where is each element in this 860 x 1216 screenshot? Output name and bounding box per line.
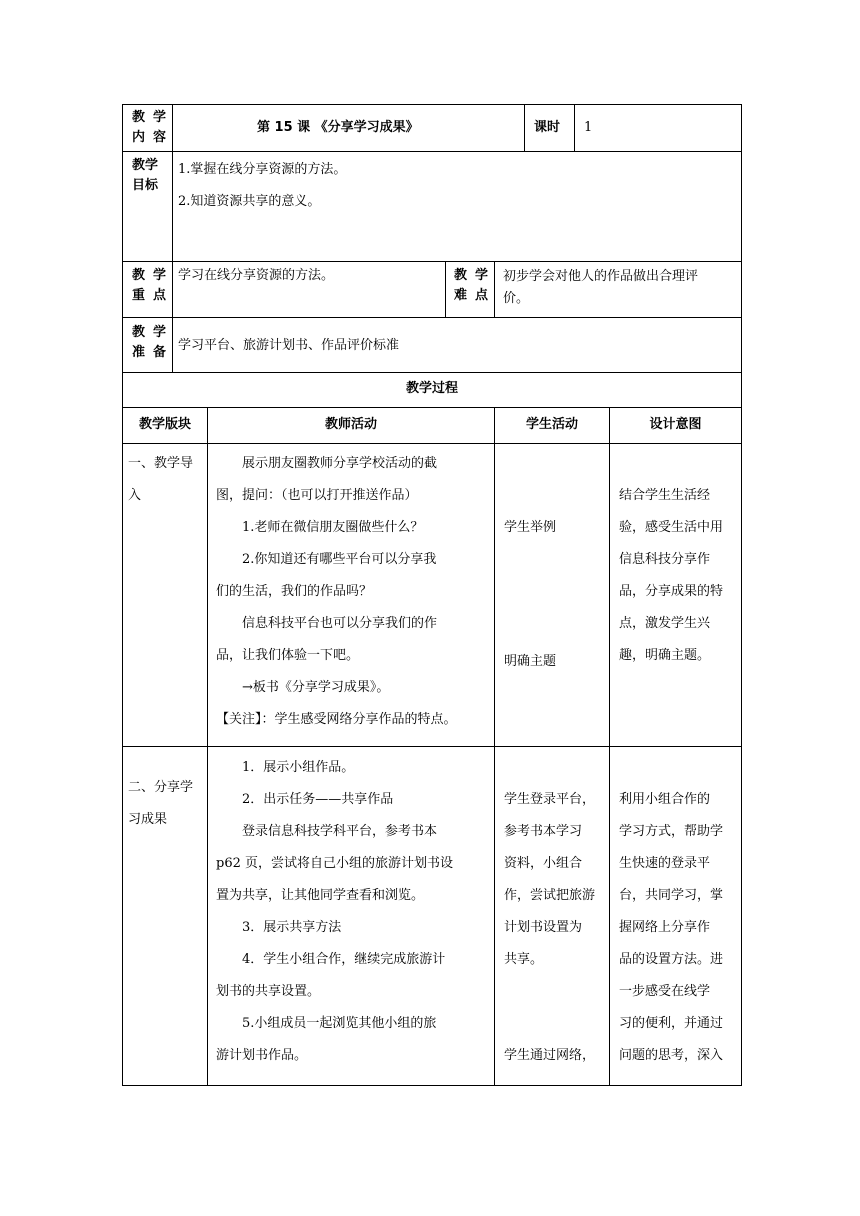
rule [122, 746, 742, 747]
rule [122, 443, 742, 444]
rule [207, 407, 208, 1085]
student-activity: 学生登录平台， 参考书本学习 资料，小组合 作，尝试把旅游 计划书设置为 共享。 学生通过网络， [504, 792, 596, 1063]
rule [122, 104, 123, 1086]
design-intent: 利用小组合作的 学习方式，帮助学 生快速的登录平 台，共同学习，掌 握网络上分享作 品的设置方法。进 一步感受在线学 习的便利，并通过 问题的思考，深入 [619, 792, 724, 1063]
rule [609, 407, 610, 1085]
rule [122, 151, 742, 152]
column-header: 教师活动 [324, 417, 377, 432]
process-title: 教学过程 [405, 381, 458, 396]
rule [445, 261, 446, 317]
rule [122, 1085, 742, 1086]
lesson-plan-table [122, 104, 742, 1086]
key-points-text: 学习在线分享资源的方法。 [178, 268, 335, 283]
key-points-label: 教学 重点 [132, 268, 166, 303]
preparation-label: 教学 准备 [132, 325, 166, 360]
content-label: 教学 内容 [132, 110, 166, 145]
goal-item: 2.知道资源共享的意义。 [178, 194, 321, 209]
teacher-activity: 1．展示小组作品。 2．出示任务——共享作品 登录信息科技学科平台，参考书本 p62 页，尝试将自己小组的旅游计划书设 置为共享，让其他同学查看和浏览。 3．展示共享方法 4．学生小组合作，继续完成旅游计 划书的共享设置。 5.小组成员一起浏览其他小组的旅 游计划书作品。 [216, 760, 453, 1063]
rule [122, 261, 742, 262]
difficulty-text: 初步学会对他人的作品做出合理评 价。 [503, 269, 699, 306]
rule [524, 104, 525, 151]
preparation-text: 学习平台、旅游计划书、作品评价标准 [178, 338, 400, 353]
rule [122, 104, 742, 105]
rule [494, 407, 495, 1085]
hours-label: 课时 [534, 120, 561, 135]
rule [172, 104, 173, 372]
goals-list [178, 154, 346, 218]
rule [122, 407, 742, 408]
rule [494, 261, 495, 317]
column-header: 教学版块 [138, 417, 191, 432]
rule [122, 317, 742, 318]
rule [122, 372, 742, 373]
design-intent: 结合学生生活经 验，感受生活中用 信息科技分享作 品，分享成果的特 点，激发学生兴 趣，明确主题。 [619, 488, 724, 663]
goals-label: 教学 目标 [132, 158, 159, 193]
teacher-activity: 展示朋友圈教师分享学校活动的截 图，提问：（也可以打开推送作品） 1.老师在微信朋友圈做些什么？ 2.你知道还有哪些平台可以分享我 们的生活，我们的作品吗？ 信息科技平台也可以分享我们的作 品，让我们体验一下吧。 →板书《分享学习成果》。 【关注】：学生感受网络分享作品的特点。 [216, 456, 457, 727]
rule [741, 104, 742, 1086]
column-header: 学生活动 [525, 417, 578, 432]
section-label: 一、教学导 入 [128, 456, 194, 503]
student-activity: 明确主题 [504, 654, 557, 669]
rule [574, 104, 575, 151]
hours-value: 1 [584, 120, 593, 135]
difficulty-label: 教学 难点 [454, 268, 488, 303]
student-activity: 学生举例 [504, 520, 557, 535]
lesson-title: 第 15 课 《分享学习成果》 [257, 120, 419, 135]
column-header: 设计意图 [649, 417, 702, 432]
goal-item: 1.掌握在线分享资源的方法。 [178, 162, 347, 177]
section-label: 二、分享学 习成果 [128, 780, 194, 827]
